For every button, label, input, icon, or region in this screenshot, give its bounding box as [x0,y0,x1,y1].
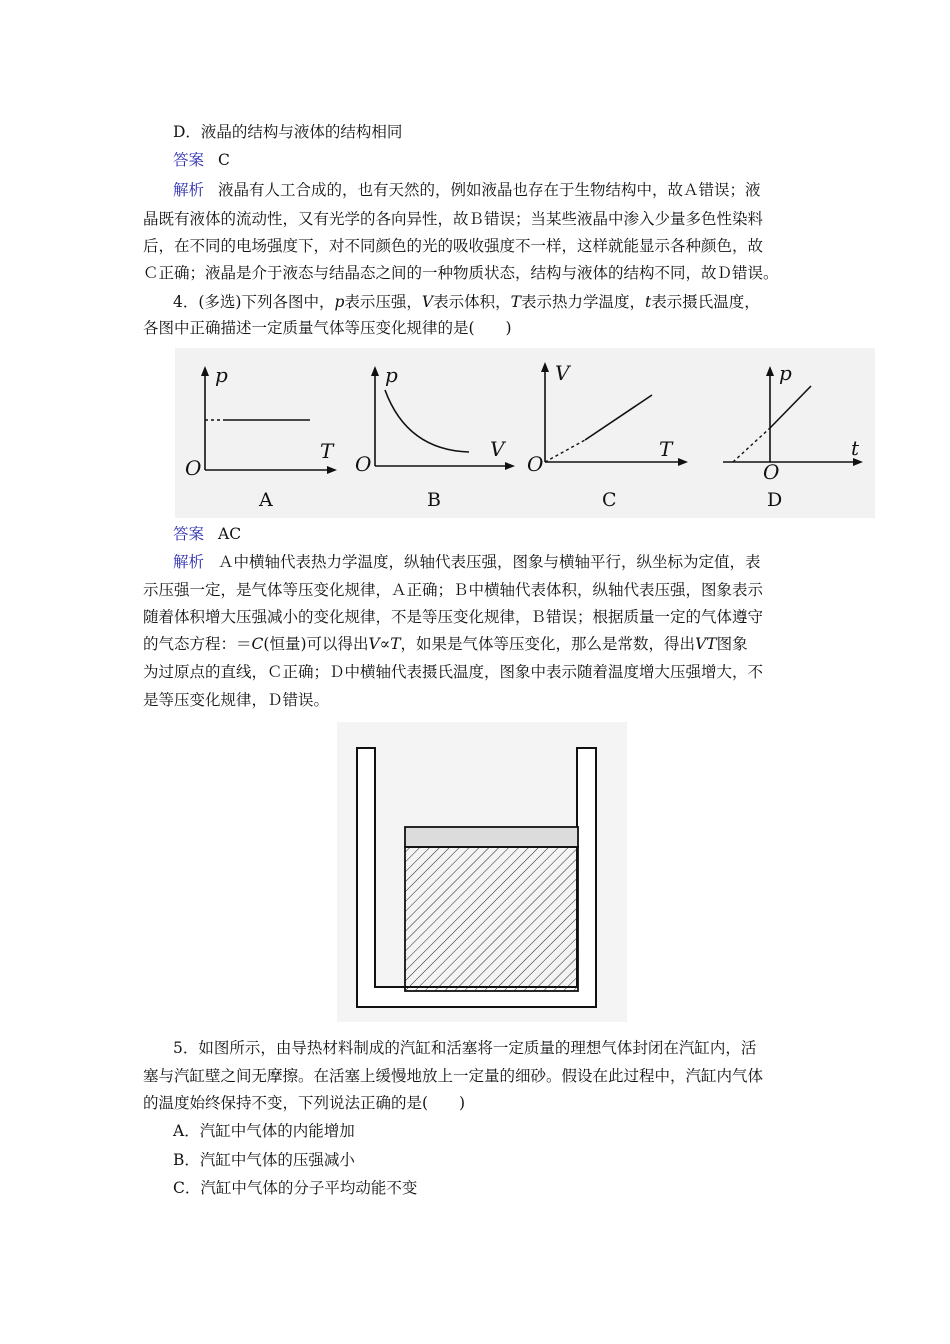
origin-label: O [527,452,544,476]
y-axis-label: p [215,363,228,387]
answer-value: C [218,151,230,169]
x-axis-label: t [851,436,860,460]
analysis-text: 的气态方程：＝ [143,635,252,653]
analysis-text: Ａ中横轴代表热力学温度，纵轴代表压强，图象与横轴平行，纵坐标为定值，表 [218,553,761,571]
stem-text: 表示摄氏温度， [651,293,760,311]
graph-c [525,348,705,518]
answer-label: 答案 [173,525,205,543]
option-b: B．汽缸中气体的压强减小 [173,1151,355,1169]
graph-caption: C [602,489,617,511]
analysis-line: 是等压变化规律，Ｄ错误。 [143,691,330,709]
graph-d [715,348,875,518]
x-axis-label: V [490,437,505,461]
analysis-line [143,634,823,654]
graph-caption: A [259,489,273,511]
analysis-line: 后，在不同的电场强度下，对不同颜色的光的吸收强度不一样，这样就能显示各种颜色，故 [143,237,764,255]
stem-text: 表示体积， [433,293,511,311]
question-stem: 5．如图所示，由导热材料制成的汽缸和活塞将一定质量的理想气体封闭在汽缸内，活 [173,1039,757,1057]
y-axis-label: p [779,361,792,385]
analysis-text: 液晶有人工合成的，也有天然的，例如液晶也存在于生物结构中，故Ａ错误；液 [218,181,761,199]
question-stem: 的温度始终保持不变，下列说法正确的是( ) [143,1094,466,1112]
y-axis-label: p [385,363,398,387]
var-vt: VT [695,635,717,653]
analysis-text: (恒量)可以得出 [263,635,369,653]
analysis-line [173,552,853,572]
analysis-label: 解析 [173,181,205,199]
cylinder-figure [337,722,627,1022]
var-v: V [368,635,380,653]
analysis-line [173,180,853,200]
cylinder-diagram [337,722,627,1022]
analysis-line: 晶既有液体的流动性，又有光学的各向异性，故Ｂ错误；当某些液晶中渗入少量多色性染料 [143,210,764,228]
gas-region [405,847,578,991]
graph-a [175,348,345,518]
analysis-line: 为过原点的直线，Ｃ正确；Ｄ中横轴代表摄氏温度，图象中表示随着温度增大压强增大，不 [143,663,764,681]
var-t-cel: t [645,293,652,311]
origin-label: O [763,460,780,484]
y-axis-label: V [555,361,570,385]
proportional-sign: ∝ [379,635,391,653]
graph-caption: D [767,489,783,511]
graph-b [347,348,522,518]
var-t: T [390,635,401,653]
option-d: D．液晶的结构与液体的结构相同 [173,123,403,141]
answer-label: 答案 [173,151,205,169]
analysis-line: 随着体积增大压强减小的变化规律，不是等压变化规律，Ｂ错误；根据质量一定的气体遵守 [143,608,764,626]
analysis-line: Ｃ正确；液晶是介于液态与结晶态之间的一种物质状态，结构与液体的结构不同，故Ｄ错误。 [143,264,779,282]
var-t-abs: T [510,293,521,311]
stem-text: 4．(多选)下列各图中， [173,293,335,311]
analysis-text: ，如果是气体等压变化，那么是常数，得出 [400,635,696,653]
x-axis-label: T [659,437,673,461]
answer-row-q3 [173,150,853,170]
answer-value: AC [218,525,242,543]
option-a: A．汽缸中气体的内能增加 [173,1122,355,1140]
question-stem-line2: 各图中正确描述一定质量气体等压变化规律的是( ) [143,319,512,337]
origin-label: O [185,456,202,480]
option-c: C．汽缸中气体的分子平均动能不变 [173,1179,418,1197]
question-stem [173,292,853,312]
question-stem: 塞与汽缸壁之间无摩擦。在活塞上缓慢地放上一定量的细砂。假设在此过程中，汽缸内气体 [143,1067,764,1085]
analysis-line: 示压强一定，是气体等压变化规律，Ａ正确；Ｂ中横轴代表体积，纵轴代表压强，图象表示 [143,581,764,599]
answer-row-q4 [173,524,853,544]
graph-panel [175,348,875,518]
x-axis-label: T [320,439,334,463]
graph-caption: B [427,489,441,511]
analysis-text: 图象 [716,635,748,653]
origin-label: O [355,452,372,476]
var-p: p [334,293,345,311]
var-c: C [251,635,264,653]
var-v: V [421,293,434,311]
stem-text: 表示热力学温度， [520,293,645,311]
piston [405,827,578,847]
stem-text: 表示压强， [344,293,422,311]
analysis-label: 解析 [173,553,205,571]
